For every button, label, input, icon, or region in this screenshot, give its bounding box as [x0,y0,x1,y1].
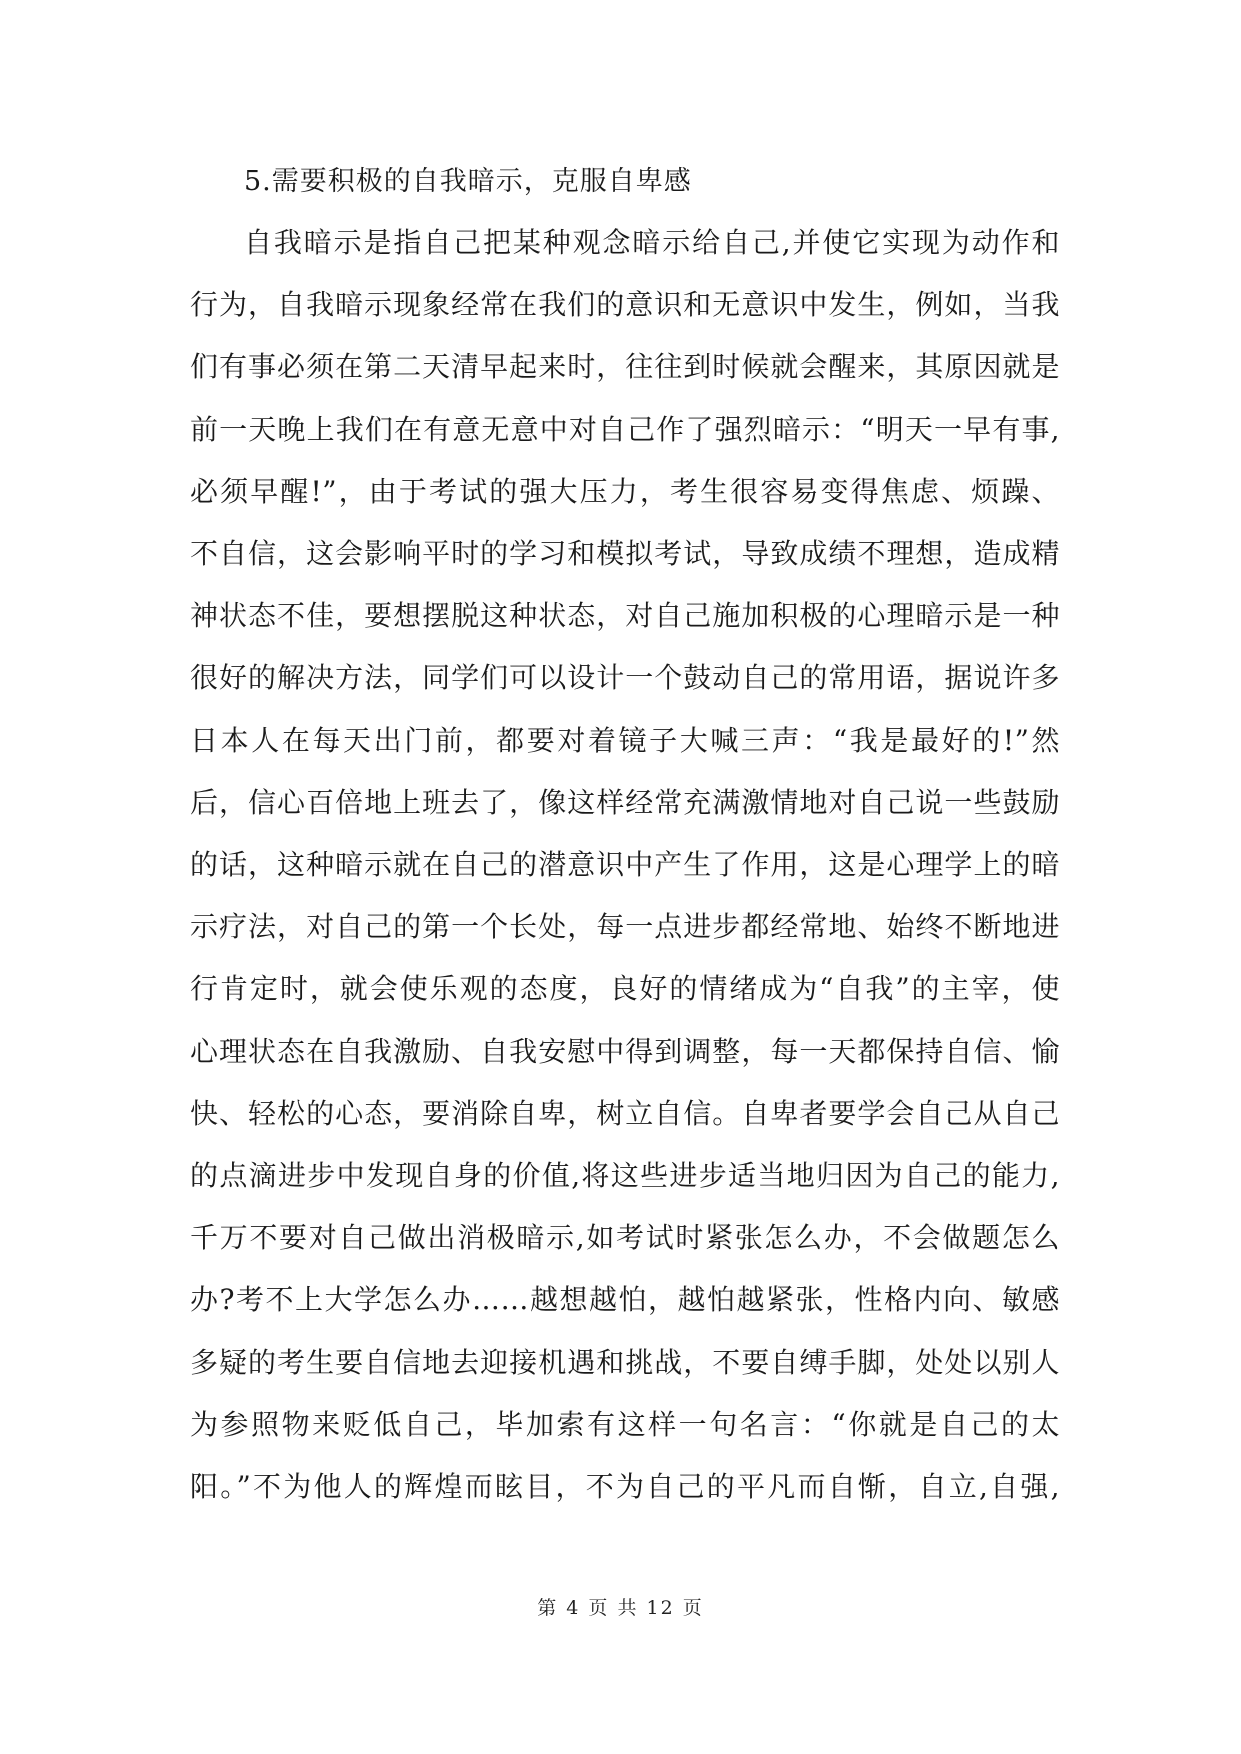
paragraph-line: 千万不要对自己做出消极暗示,如考试时紧张怎么办，不会做题怎么 [190,1221,1060,1255]
section-heading: 5.需要积极的自我暗示，克服自卑感 [244,166,692,197]
paragraph-line: 很好的解决方法，同学们可以设计一个鼓动自己的常用语，据说许多 [190,661,1060,695]
paragraph-line: 示疗法，对自己的第一个长处，每一点进步都经常地、始终不断地进 [190,910,1060,944]
paragraph-line: 们有事必须在第二天清早起来时，往往到时候就会醒来，其原因就是 [190,350,1060,384]
page-number-footer: 第 4 页 共 12 页 [537,1597,704,1619]
paragraph-line: 不自信，这会影响平时的学习和模拟考试，导致成绩不理想，造成精 [190,537,1060,571]
paragraph-line: 为参照物来贬低自己，毕加索有这样一句名言：“你就是自己的太 [190,1407,1060,1441]
paragraph-line: 自我暗示是指自己把某种观念暗示给自己,并使它实现为动作和 [244,226,1060,259]
paragraph-line: 必须早醒!”，由于考试的强大压力，考生很容易变得焦虑、烦躁、 [190,474,1060,508]
paragraph-line: 心理状态在自我激励、自我安慰中得到调整，每一天都保持自信、愉 [190,1034,1060,1068]
document-body [190,152,1060,1518]
paragraph-line: 办?考不上大学怎么办……越想越怕，越怕越紧张，性格内向、敏感 [190,1283,1060,1317]
paragraph-line: 后，信心百倍地上班去了，像这样经常充满激情地对自己说一些鼓励 [190,785,1060,819]
paragraph-line: 神状态不佳，要想摆脱这种状态，对自己施加积极的心理暗示是一种 [190,599,1060,633]
paragraph-line: 阳。”不为他人的辉煌而眩目，不为自己的平凡而自惭，自立,自强, [190,1470,1060,1504]
paragraph-line: 的话，这种暗示就在自己的潜意识中产生了作用，这是心理学上的暗 [190,848,1060,882]
paragraph-line: 前一天晚上我们在有意无意中对自己作了强烈暗示：“明天一早有事, [190,412,1060,446]
paragraph-line: 的点滴进步中发现自身的价值,将这些进步适当地归因为自己的能力, [190,1159,1060,1193]
paragraph-line: 快、轻松的心态，要消除自卑，树立自信。自卑者要学会自己从自己 [190,1096,1060,1130]
paragraph-line: 日本人在每天出门前，都要对着镜子大喊三声：“我是最好的!”然 [190,723,1060,757]
paragraph-line: 行肯定时，就会使乐观的态度，良好的情绪成为“自我”的主宰，使 [190,972,1060,1006]
paragraph-line: 多疑的考生要自信地去迎接机遇和挑战，不要自缚手脚，处处以别人 [190,1345,1060,1379]
paragraph-line: 行为，自我暗示现象经常在我们的意识和无意识中发生，例如，当我 [190,288,1060,322]
